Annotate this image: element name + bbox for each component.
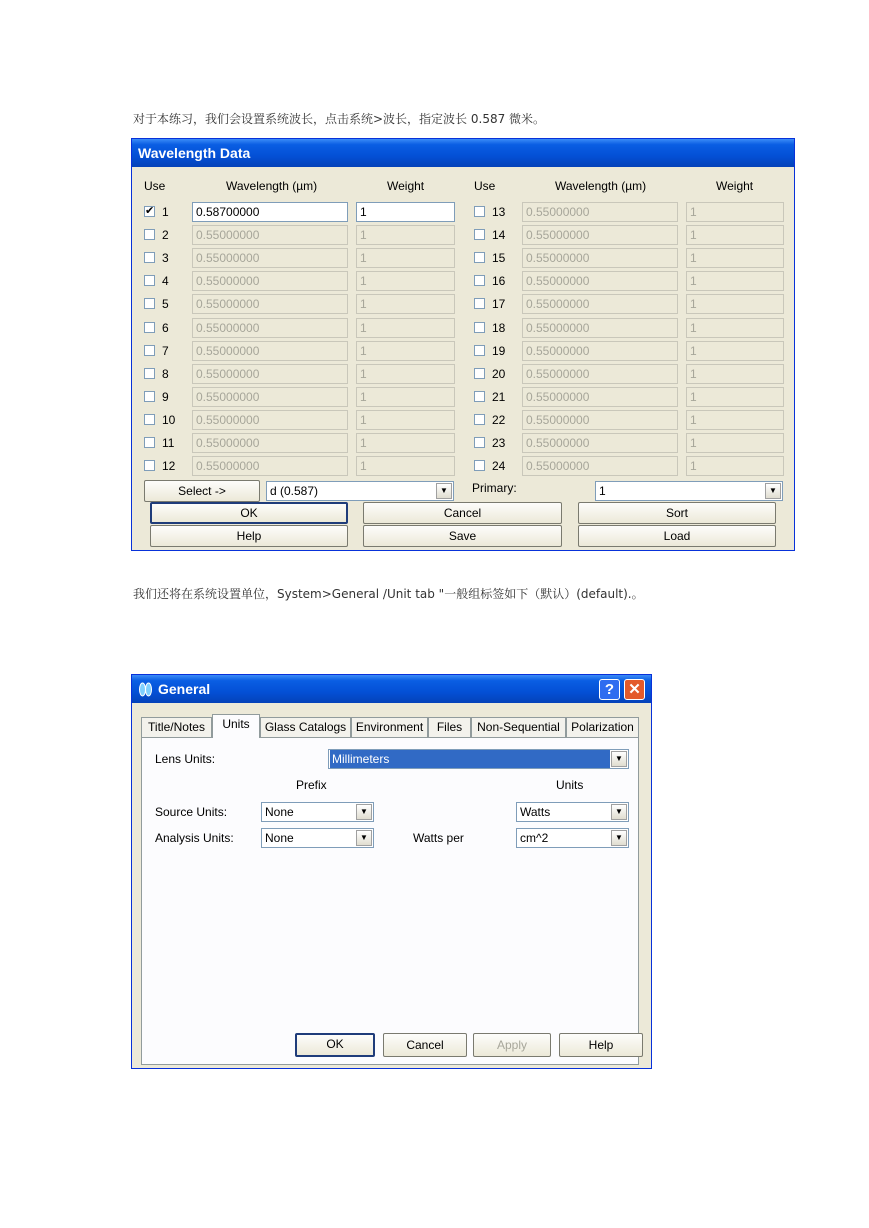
wavelength-input-23[interactable]: 0.55000000 [522, 433, 678, 453]
use-checkbox-9[interactable] [144, 391, 155, 402]
wavelength-input-4[interactable]: 0.55000000 [192, 271, 348, 291]
row-number-15: 15 [492, 251, 506, 266]
wavelength-input-20[interactable]: 0.55000000 [522, 364, 678, 384]
tab-glass-catalogs[interactable]: Glass Catalogs [260, 717, 351, 737]
use-checkbox-12[interactable] [144, 460, 155, 471]
ok-button[interactable]: OK [295, 1033, 375, 1057]
wavelength-input-11[interactable]: 0.55000000 [192, 433, 348, 453]
use-checkbox-11[interactable] [144, 437, 155, 448]
close-caption-button[interactable] [624, 679, 645, 700]
wavelength-input-3[interactable]: 0.55000000 [192, 248, 348, 268]
use-checkbox-23[interactable] [474, 437, 485, 448]
wavelength-header-right: Wavelength (µm) [555, 179, 647, 193]
weight-input-4[interactable]: 1 [356, 271, 455, 291]
chevron-down-icon[interactable]: ▼ [356, 804, 372, 820]
row-number-11: 11 [162, 436, 175, 450]
analysis-units-value: cm^2 [520, 831, 549, 845]
source-units-label: Source Units: [155, 805, 228, 819]
chevron-down-icon[interactable]: ▼ [611, 751, 627, 767]
source-prefix-combo[interactable] [261, 802, 374, 822]
use-checkbox-5[interactable] [144, 298, 155, 309]
use-checkbox-24[interactable] [474, 460, 485, 471]
row-number-24: 24 [492, 459, 506, 474]
tab-title-notes[interactable]: Title/Notes [141, 717, 212, 737]
use-checkbox-1[interactable] [144, 206, 155, 217]
use-checkbox-17[interactable] [474, 298, 485, 309]
use-checkbox-6[interactable] [144, 322, 155, 333]
wavelength-input-8[interactable]: 0.55000000 [192, 364, 348, 384]
app-icon [138, 682, 153, 697]
chevron-down-icon[interactable]: ▼ [436, 483, 452, 499]
ok-button[interactable]: OK [150, 502, 348, 524]
tab-polarization[interactable]: Polarization [566, 717, 639, 737]
primary-combo[interactable] [595, 481, 783, 501]
intro-paragraph: 对于本练习，我们会设置系统波长，点击系统>波长，指定波长 0.587 微米。 [133, 112, 546, 126]
use-checkbox-10[interactable] [144, 414, 155, 425]
general-dialog-title: General [158, 681, 211, 697]
row-number-8: 8 [162, 366, 169, 381]
sort-button[interactable]: Sort [578, 502, 776, 524]
weight-input-22[interactable]: 1 [686, 410, 784, 430]
units-header: Units [556, 778, 584, 792]
chevron-down-icon[interactable]: ▼ [765, 483, 781, 499]
wavelength-input-17[interactable]: 0.55000000 [522, 294, 678, 314]
analysis-prefix-value: None [265, 831, 294, 845]
use-checkbox-2[interactable] [144, 229, 155, 240]
wavelength-input-6[interactable]: 0.55000000 [192, 318, 348, 338]
wavelength-input-9[interactable]: 0.55000000 [192, 387, 348, 407]
analysis-units-label: Analysis Units: [155, 831, 234, 845]
source-prefix-value: None [265, 805, 294, 819]
row-number-23: 23 [492, 436, 506, 450]
wavelength-data-dialog [131, 138, 795, 551]
weight-input-18[interactable]: 1 [686, 318, 784, 338]
weight-input-24[interactable]: 1 [686, 456, 784, 476]
row-number-19: 19 [492, 343, 506, 358]
weight-input-8[interactable]: 1 [356, 364, 455, 384]
select-wavelength-combo[interactable] [266, 481, 454, 501]
weight-input-2[interactable]: 1 [356, 225, 455, 245]
cancel-button[interactable]: Cancel [383, 1033, 467, 1057]
tab-units[interactable]: Units [212, 714, 260, 738]
weight-input-5[interactable]: 1 [356, 294, 455, 314]
row-number-1: 1 [162, 205, 169, 219]
wavelength-input-21[interactable]: 0.55000000 [522, 387, 678, 407]
weight-input-15[interactable]: 1 [686, 248, 784, 268]
general-dialog [131, 674, 652, 1069]
load-button[interactable]: Load [578, 525, 776, 547]
wavelength-input-15[interactable]: 0.55000000 [522, 248, 678, 268]
prefix-header: Prefix [296, 778, 327, 792]
chevron-down-icon[interactable]: ▼ [611, 804, 627, 820]
row-number-3: 3 [162, 251, 169, 266]
chevron-down-icon[interactable]: ▼ [611, 830, 627, 846]
row-number-16: 16 [492, 274, 506, 289]
row-number-6: 6 [162, 320, 169, 335]
wavelength-input-10[interactable]: 0.55000000 [192, 410, 348, 430]
help-button[interactable]: Help [559, 1033, 643, 1057]
wavelength-input-18[interactable]: 0.55000000 [522, 318, 678, 338]
row-number-17: 17 [492, 297, 506, 312]
wavelength-header-left: Wavelength (µm) [226, 179, 318, 193]
weight-input-13[interactable]: 1 [686, 202, 784, 222]
weight-input-12[interactable]: 1 [356, 456, 455, 476]
analysis-units-combo[interactable] [516, 828, 629, 848]
wavelength-input-22[interactable]: 0.55000000 [522, 410, 678, 430]
weight-input-19[interactable]: 1 [686, 341, 784, 361]
use-checkbox-18[interactable] [474, 322, 485, 333]
weight-input-21[interactable]: 1 [686, 387, 784, 407]
row-number-12: 12 [162, 459, 176, 474]
select-button[interactable]: Select -> [144, 480, 260, 502]
weight-input-6[interactable]: 1 [356, 318, 455, 338]
watts-per-label: Watts per [413, 831, 464, 845]
tab-files[interactable]: Files [428, 717, 471, 737]
primary-label: Primary: [472, 481, 517, 495]
use-checkbox-21[interactable] [474, 391, 485, 402]
row-number-21: 21 [492, 389, 506, 404]
row-number-7: 7 [162, 343, 169, 358]
wavelength-input-1[interactable]: 0.58700000 [192, 202, 348, 222]
row-number-9: 9 [162, 389, 169, 404]
weight-input-23[interactable]: 1 [686, 433, 784, 453]
use-header-left: Use [144, 179, 166, 193]
save-button[interactable]: Save [363, 525, 562, 547]
row-number-2: 2 [162, 228, 169, 243]
wavelength-input-24[interactable]: 0.55000000 [522, 456, 678, 476]
question-icon: ? [604, 681, 615, 698]
lens-units-value: Millimeters [330, 750, 610, 768]
weight-input-16[interactable]: 1 [686, 271, 784, 291]
row-number-4: 4 [162, 274, 169, 289]
use-checkbox-4[interactable] [144, 275, 155, 286]
weight-header-right: Weight [716, 179, 754, 193]
row-number-13: 13 [492, 205, 506, 219]
weight-input-7[interactable]: 1 [356, 341, 455, 361]
help-caption-button[interactable] [599, 679, 620, 700]
row-number-5: 5 [162, 297, 169, 312]
use-checkbox-8[interactable] [144, 368, 155, 379]
apply-button[interactable]: Apply [473, 1033, 551, 1057]
wavelength-dialog-titlebar[interactable] [132, 139, 794, 167]
use-checkbox-7[interactable] [144, 345, 155, 356]
general-dialog-titlebar[interactable] [132, 675, 651, 703]
wavelength-input-16[interactable]: 0.55000000 [522, 271, 678, 291]
wavelength-input-5[interactable]: 0.55000000 [192, 294, 348, 314]
row-number-18: 18 [492, 320, 506, 335]
lens-units-combo[interactable] [328, 749, 629, 769]
tab-non-sequential[interactable]: Non-Sequential [471, 717, 566, 737]
weight-header-left: Weight [387, 179, 425, 193]
weight-input-9[interactable]: 1 [356, 387, 455, 407]
weight-input-14[interactable]: 1 [686, 225, 784, 245]
weight-input-11[interactable]: 1 [356, 433, 455, 453]
use-checkbox-15[interactable] [474, 252, 485, 263]
source-units-combo[interactable] [516, 802, 629, 822]
row-number-14: 14 [492, 228, 506, 243]
close-icon: ✕ [628, 681, 641, 698]
weight-input-3[interactable]: 1 [356, 248, 455, 268]
select-wavelength-value: d (0.587) [270, 484, 319, 498]
weight-input-20[interactable]: 1 [686, 364, 784, 384]
wavelength-input-14[interactable]: 0.55000000 [522, 225, 678, 245]
primary-value: 1 [599, 484, 606, 498]
wavelength-dialog-title: Wavelength Data [138, 145, 251, 161]
row-number-22: 22 [492, 412, 506, 427]
cancel-button[interactable]: Cancel [363, 502, 562, 524]
source-units-value: Watts [520, 805, 551, 819]
use-checkbox-22[interactable] [474, 414, 485, 425]
help-button[interactable]: Help [150, 525, 348, 547]
middle-paragraph: 我们还将在系统设置单位，System>General /Unit tab "一般组标签如下（默认）(default).。 [133, 587, 644, 601]
wavelength-input-13[interactable]: 0.55000000 [522, 202, 678, 222]
use-checkbox-3[interactable] [144, 252, 155, 263]
wavelength-input-2[interactable]: 0.55000000 [192, 225, 348, 245]
use-checkbox-14[interactable] [474, 229, 485, 240]
use-checkbox-19[interactable] [474, 345, 485, 356]
wavelength-input-19[interactable]: 0.55000000 [522, 341, 678, 361]
chevron-down-icon[interactable]: ▼ [356, 830, 372, 846]
row-number-10: 10 [162, 412, 176, 427]
use-checkbox-16[interactable] [474, 275, 485, 286]
wavelength-input-7[interactable]: 0.55000000 [192, 341, 348, 361]
lens-units-label: Lens Units: [155, 752, 216, 766]
weight-input-1[interactable]: 1 [356, 202, 455, 222]
analysis-prefix-combo[interactable] [261, 828, 374, 848]
use-header-right: Use [474, 179, 496, 193]
use-checkbox-20[interactable] [474, 368, 485, 379]
row-number-20: 20 [492, 366, 506, 381]
use-checkbox-13[interactable] [474, 206, 485, 217]
wavelength-input-12[interactable]: 0.55000000 [192, 456, 348, 476]
weight-input-10[interactable]: 1 [356, 410, 455, 430]
weight-input-17[interactable]: 1 [686, 294, 784, 314]
tab-environment[interactable]: Environment [351, 717, 428, 737]
